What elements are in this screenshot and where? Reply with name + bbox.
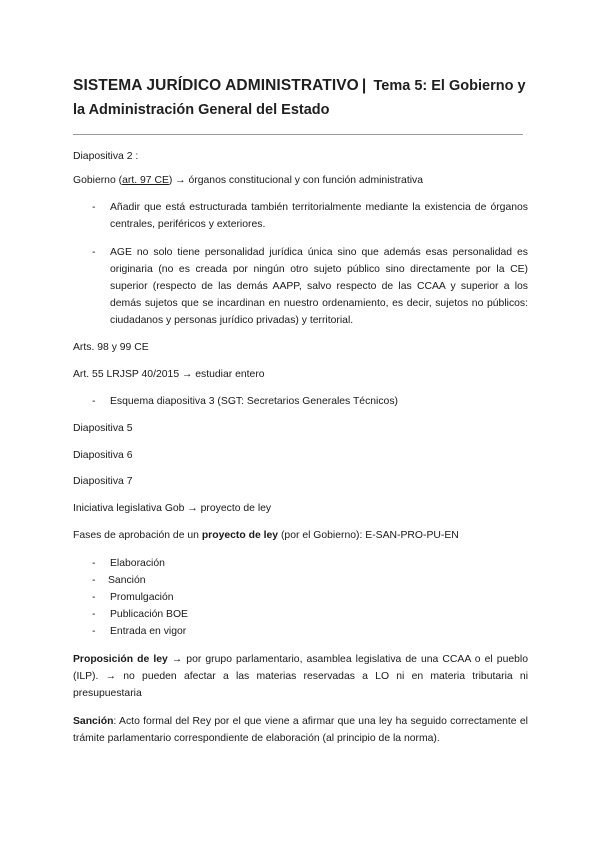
bullet-age-personalidad: AGE no solo tiene personalidad jurídica única sino que además esas personalidad es originaria (no es creada por ningún otro sujeto público sino directamente por la CE) superior (respecto de las demás AAPP, salvo respecto de las CCAA y superior a los demás sujetos que se incardinan en nuestro ordenamiento, es decir, sujetos no públicos: ciudadanos y personas jurídico privadas) y territorial. [110,247,528,326]
bullet-dash: - [92,592,96,603]
diapositiva-6-label: Diapositiva 6 [73,450,133,461]
iniciativa-line: Iniciativa legislativa Gob → proyecto de ley [73,503,272,514]
gobierno-post: ) → órganos constitucional y con función administrativa [168,175,423,186]
sancion-text: : Acto formal del Rey por el que viene a afirmar que una ley ha seguido correctamente el trámite parlamentario correspondiente de elaboración (al principio de la norma). [73,716,528,744]
phase-item: Entrada en vigor [110,626,187,637]
diapositiva-7-label: Diapositiva 7 [73,476,133,487]
fases-bold: proyecto de ley [201,530,279,541]
art-55-line: Art. 55 LRJSP 40/2015 → estudiar entero [73,369,265,380]
arts-98-99: Arts. 98 y 99 CE [73,342,149,353]
bullet-esquema: Esquema diapositiva 3 (SGT: Secretarios Generales Técnicos) [110,396,398,407]
gobierno-pre: Gobierno ( [73,175,123,186]
fases-post: (por el Gobierno): E-SAN-PRO-PU-EN [278,530,459,541]
bullet-dash: - [92,609,96,620]
bullet-dash: - [92,396,96,407]
proposicion-term: Proposición de ley [73,654,168,665]
title-topic: Tema 5: El Gobierno y la Administración General del Estado [73,78,526,118]
title-main: SISTEMA JURÍDICO ADMINISTRATIVO [73,77,359,94]
bullet-organos: Añadir que está estructurada también territorialmente mediante la existencia de órganos centrales, periféricos y exteriores. [110,202,528,230]
gobierno-line [73,172,423,189]
phase-item: Sanción [108,575,146,586]
fases-pre: Fases de aprobación de un [73,530,202,541]
page-title [73,74,533,122]
phase-item: Elaboración [110,558,165,569]
art-97-link[interactable]: art. 97 CE [122,175,169,186]
header-divider [73,134,523,135]
bullet-dash: - [92,575,96,586]
bullet-dash: - [92,626,96,637]
proposicion-paragraph [73,651,528,702]
proposicion-text: → por grupo parlamentario, asamblea legislativa de una CCAA o el pueblo (ILP). → no pueden afectar a las materias reservadas a LO ni en materia tributaria ni presupuestaria [73,654,528,699]
title-separator: | [361,77,367,94]
phase-item: Promulgación [110,592,174,603]
sancion-paragraph [73,713,528,747]
bullet-dash: - [92,202,96,213]
bullet-dash: - [92,247,96,258]
bullet-dash: - [92,558,96,569]
sancion-term: Sanción [73,716,114,727]
diapositiva-5-label: Diapositiva 5 [73,423,133,434]
diapositiva-2-label: Diapositiva 2 : [73,151,139,162]
fases-line [73,527,459,544]
phase-item: Publicación BOE [110,609,188,620]
